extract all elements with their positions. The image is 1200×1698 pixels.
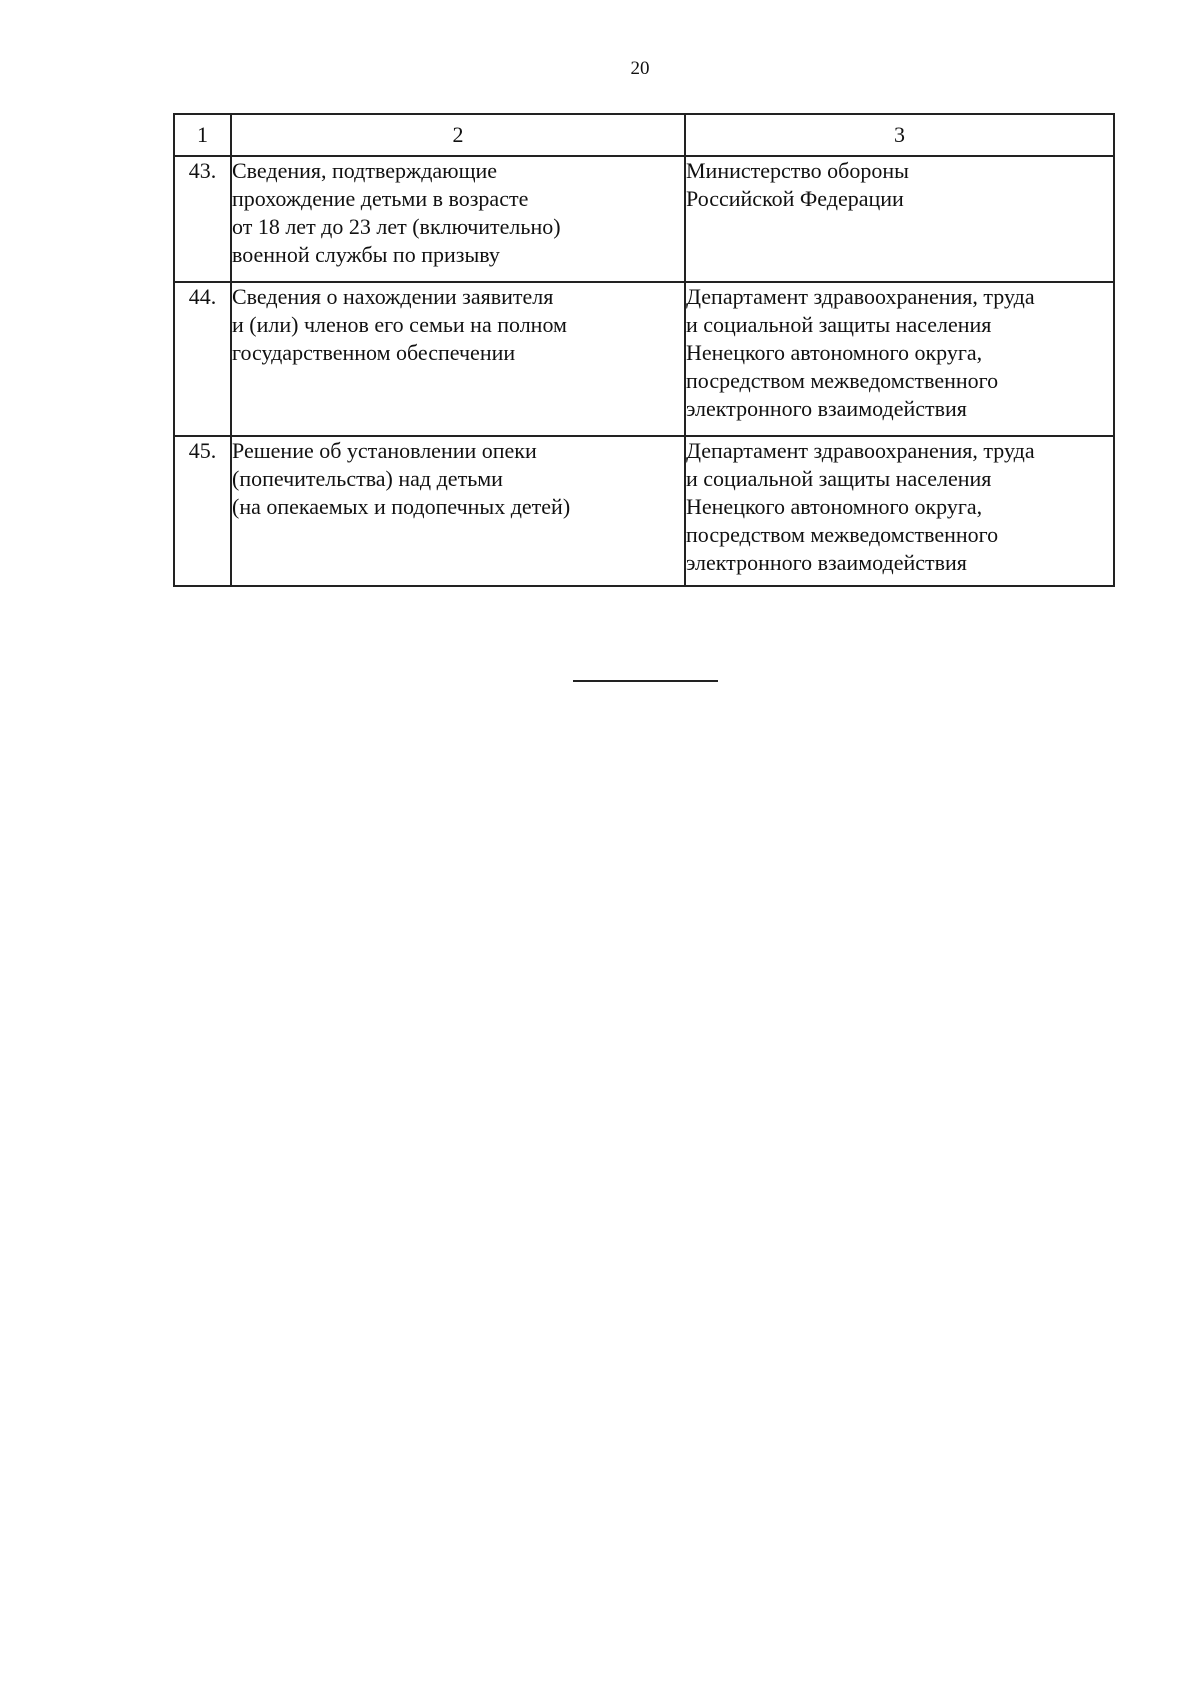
row-source: Департамент здравоохранения, труда и социальной защиты населения Ненецкого автономного округа, посредством межведомственного электронного взаимодействия [685,436,1114,586]
row-description: Решение об установлении опеки (попечительства) над детьми (на опекаемых и подопечных детей) [231,436,685,586]
table-row [174,156,1114,282]
row-number: 45. [174,436,231,586]
column-header-1: 1 [174,114,231,156]
table-header-row [174,114,1114,156]
row-source: Министерство обороны Российской Федерации [685,156,1114,282]
services-table [173,113,1115,587]
page-number: 20 [630,58,650,79]
end-of-document-divider [573,680,718,682]
column-header-3: 3 [685,114,1114,156]
row-number: 43. [174,156,231,282]
row-number: 44. [174,282,231,436]
table-row [174,282,1114,436]
row-description: Сведения, подтверждающие прохождение детьми в возрасте от 18 лет до 23 лет (включительно) военной службы по призыву [231,156,685,282]
row-source: Департамент здравоохранения, труда и социальной защиты населения Ненецкого автономного округа, посредством межведомственного электронного взаимодействия [685,282,1114,436]
column-header-2: 2 [231,114,685,156]
row-description: Сведения о нахождении заявителя и (или) членов его семьи на полном государственном обеспечении [231,282,685,436]
table-row [174,436,1114,586]
